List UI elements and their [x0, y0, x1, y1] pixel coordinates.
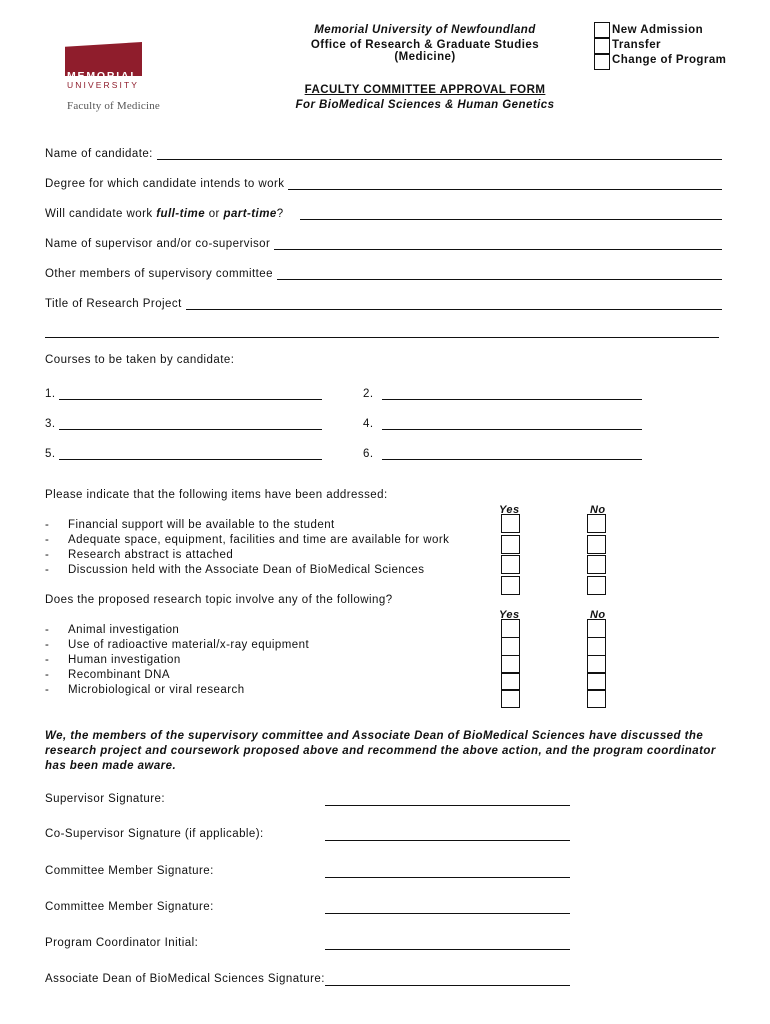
research-title-label: Title of Research Project [45, 298, 182, 310]
full-time-text: full-time [156, 208, 206, 220]
checklist1-heading: Please indicate that the following items have been addressed: [45, 489, 388, 501]
course-3-line[interactable] [59, 417, 323, 430]
research-title-line[interactable] [186, 297, 722, 310]
bullet-dash: - [45, 669, 50, 681]
supervisor-signature-line[interactable] [325, 804, 570, 806]
committee-line[interactable] [277, 267, 722, 280]
research-title-field [45, 294, 722, 310]
bullet-dash: - [45, 639, 50, 651]
checklist1-item: Research abstract is attached [68, 549, 234, 561]
course-5 [45, 444, 322, 460]
checklist2-heading: Does the proposed research topic involve any of the following? [45, 594, 393, 606]
committee-member-signature-line[interactable] [325, 912, 570, 914]
candidate-name-line[interactable] [157, 147, 722, 160]
course-2 [363, 384, 642, 400]
checklist1-no-checkbox[interactable] [587, 514, 606, 533]
header-university: Memorial University of Newfoundland [314, 24, 536, 36]
part-time-text: part-time [223, 208, 277, 220]
form-subtitle: For BioMedical Sciences & Human Genetics [295, 99, 555, 111]
checklist2-yes-checkbox[interactable] [501, 619, 520, 638]
course-1 [45, 384, 322, 400]
checklist1-item: Financial support will be available to the student [68, 519, 335, 531]
checklist1-item: Discussion held with the Associate Dean of BioMedical Sciences [68, 564, 425, 576]
course-4 [363, 414, 642, 430]
committee-member-signature-label: Committee Member Signature: [45, 865, 214, 877]
checklist2-item: Animal investigation [68, 624, 180, 636]
program-coordinator-initial-label: Program Coordinator Initial: [45, 937, 199, 949]
checklist2-no-checkbox[interactable] [587, 689, 606, 708]
new-admission-checkbox[interactable] [594, 22, 610, 38]
candidate-name-field [45, 144, 722, 160]
program-coordinator-initial-line[interactable] [325, 948, 570, 950]
checklist2-item: Recombinant DNA [68, 669, 170, 681]
co-supervisor-signature-label: Co-Supervisor Signature (if applicable): [45, 828, 264, 840]
courses-heading: Courses to be taken by candidate: [45, 354, 235, 366]
transfer-checkbox[interactable] [594, 38, 610, 54]
bullet-dash: - [45, 684, 50, 696]
course-1-line[interactable] [59, 387, 323, 400]
course-6-number: 6. [363, 448, 374, 460]
course-5-line[interactable] [59, 447, 323, 460]
bullet-dash: - [45, 519, 50, 531]
work-status-label [45, 208, 284, 220]
degree-line[interactable] [288, 177, 722, 190]
course-2-number: 2. [363, 388, 374, 400]
course-5-number: 5. [45, 448, 56, 460]
course-3-number: 3. [45, 418, 56, 430]
bullet-dash: - [45, 549, 50, 561]
supervisor-signature-label: Supervisor Signature: [45, 793, 166, 805]
work-status-suffix: ? [276, 208, 284, 220]
checklist2-item: Use of radioactive material/x-ray equipment [68, 639, 310, 651]
course-4-number: 4. [363, 418, 374, 430]
committee-member-signature-label: Committee Member Signature: [45, 901, 214, 913]
bullet-dash: - [45, 624, 50, 636]
bullet-dash: - [45, 564, 50, 576]
approval-statement: We, the members of the supervisory committee and Associate Dean of BioMedical Sciences have discussed the research project and coursework proposed above and recommend the above action, and the program coordinator has been made aware. [45, 730, 716, 772]
degree-field [45, 174, 722, 190]
new-admission-label: New Admission [612, 24, 704, 36]
checklist2-no-checkbox[interactable] [587, 637, 606, 656]
checklist2-no-label: No [590, 609, 606, 621]
course-6-line[interactable] [382, 447, 643, 460]
co-supervisor-signature-line[interactable] [325, 839, 570, 841]
course-6 [363, 444, 642, 460]
checklist2-item: Human investigation [68, 654, 181, 666]
committee-label: Other members of supervisory committee [45, 268, 273, 280]
checklist1-yes-checkbox[interactable] [501, 514, 520, 533]
work-status-field [45, 204, 722, 220]
bullet-dash: - [45, 534, 50, 546]
form-title: FACULTY COMMITTEE APPROVAL FORM [304, 84, 546, 96]
supervisor-field [45, 234, 722, 250]
checklist2-yes-checkbox[interactable] [501, 637, 520, 656]
change-of-program-checkbox[interactable] [594, 54, 610, 70]
bullet-dash: - [45, 654, 50, 666]
committee-field [45, 264, 722, 280]
course-2-line[interactable] [382, 387, 643, 400]
committee-member-signature-line[interactable] [325, 876, 570, 878]
course-3 [45, 414, 322, 430]
work-status-or: or [205, 208, 224, 220]
change-of-program-label: Change of Program [612, 54, 727, 66]
supervisor-line[interactable] [274, 237, 722, 250]
checklist1-yes-checkbox[interactable] [501, 555, 520, 574]
work-status-prefix: Will candidate work [45, 208, 157, 220]
checklist1-yes-checkbox[interactable] [501, 576, 520, 595]
logo-university-text: UNIVERSITY [67, 80, 140, 90]
header-office: Office of Research & Graduate Studies (Medicine) [310, 39, 540, 63]
candidate-name-label: Name of candidate: [45, 148, 153, 160]
work-status-line[interactable] [300, 207, 722, 220]
course-4-line[interactable] [382, 417, 643, 430]
degree-label: Degree for which candidate intends to work [45, 178, 285, 190]
checklist1-no-checkbox[interactable] [587, 576, 606, 595]
checklist1-no-checkbox[interactable] [587, 535, 606, 554]
checklist1-item: Adequate space, equipment, facilities and time are available for work [68, 534, 450, 546]
checklist2-yes-checkbox[interactable] [501, 689, 520, 708]
checklist1-yes-checkbox[interactable] [501, 535, 520, 554]
checklist2-yes-label: Yes [499, 609, 520, 621]
checklist1-no-checkbox[interactable] [587, 555, 606, 574]
checklist1-yes-label: Yes [499, 504, 520, 516]
checklist2-no-checkbox[interactable] [587, 619, 606, 638]
associate-dean-signature-line[interactable] [325, 984, 570, 986]
associate-dean-signature-label: Associate Dean of BioMedical Sciences Signature: [45, 973, 325, 985]
checklist2-item: Microbiological or viral research [68, 684, 245, 696]
transfer-label: Transfer [612, 39, 661, 51]
checklist1-no-label: No [590, 504, 606, 516]
supervisor-label: Name of supervisor and/or co-supervisor [45, 238, 271, 250]
course-1-number: 1. [45, 388, 56, 400]
logo-wordmark: MEMORIAL [67, 70, 139, 82]
logo-faculty-text: Faculty of Medicine [67, 100, 160, 112]
research-title-line-2[interactable] [45, 336, 719, 338]
